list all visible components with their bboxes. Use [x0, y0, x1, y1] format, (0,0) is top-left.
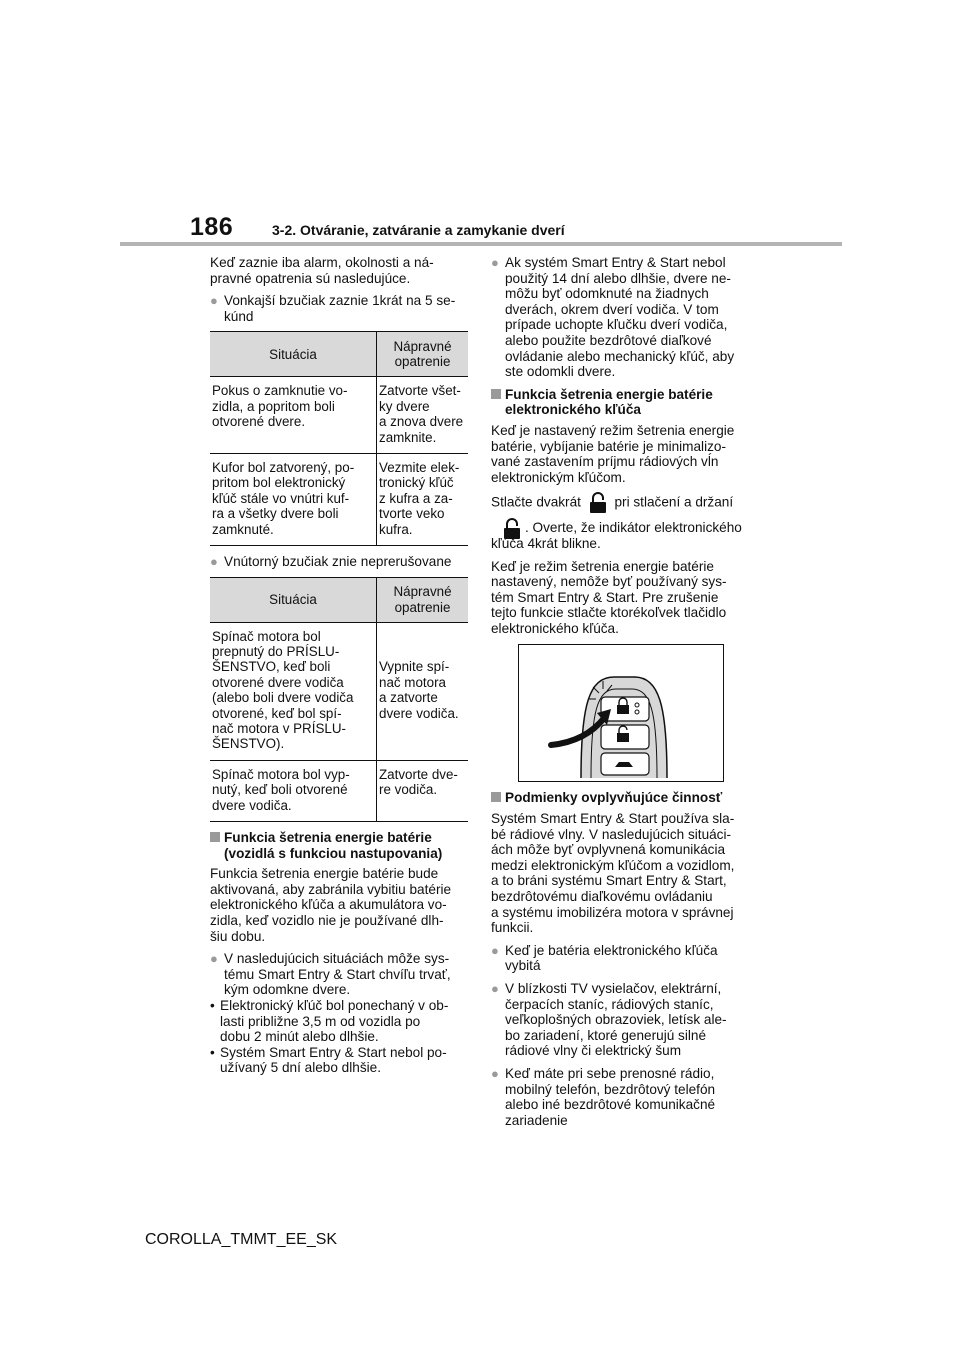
subheading: [491, 387, 759, 418]
left-column: [210, 255, 468, 1076]
dot-marker: •: [210, 1044, 215, 1060]
lock-icon: [589, 492, 607, 514]
circle-bullet-icon: ●: [491, 1065, 499, 1081]
circle-bullet-icon: ●: [210, 293, 218, 309]
instruction-text: pri stlačení a držaní: [614, 494, 734, 510]
circle-bullet-icon: ●: [210, 951, 218, 967]
table-cell-situation: Pokus o zamknutie vo- zidla, a popritom boli otvorené dvere.: [210, 377, 377, 454]
instruction-text: . Overte, že indikátor elektronického kľúča 4krát blikne.: [491, 520, 742, 551]
instruction-text: Stlačte dvakrát: [491, 494, 581, 510]
bullet-text: Keď je batéria elektronického kľúča vybitá: [505, 942, 718, 974]
subheading: [491, 790, 759, 806]
header-rule: [120, 242, 842, 246]
dash-text: Elektronický kľúč bol ponechaný v ob- lasti približne 3,5 m od vozidla po dobu 2 minút alebo dlhšie.: [220, 998, 449, 1045]
keyfob-illustration: [518, 644, 724, 782]
dot-marker: •: [210, 998, 215, 1014]
paragraph: Systém Smart Entry & Start používa sla- bé rádiové vlny. V nasledujúcich situáci- ách môže byť ovplyvnená komunikácia medzi elektronickým kľúčom a vozidlom, a to bráni systému Smart Entry & Start, bezdrôtovému diaľkovému ovládaniu a systému imobilizéra motora v správnej funkcii.: [491, 811, 735, 936]
table-cell-remedy: Zatvorte všet- ky dvere a znova dvere zamknite.: [377, 377, 469, 454]
bullet-item: [491, 943, 759, 974]
paragraph: Funkcia šetrenia energie batérie bude aktivovaná, aby zabránila vybitiu batérie elektronického kľúča a akumulátora vo- zidla, keď vozidlo nie je používané dlh- šiu dobu.: [210, 866, 452, 944]
subheading-text: Funkcia šetrenia energie batérie (vozidlá s funkciou nastupovania): [224, 830, 443, 861]
bullet-item: [491, 981, 759, 1059]
table-cell-situation: Spínač motora bol vyp- nutý, keď boli otvorené dvere vodiča.: [210, 760, 377, 821]
dash-item: [210, 998, 468, 1045]
table-header-row: [210, 332, 468, 377]
bullet-text: V blízkosti TV vysielačov, elektrární, čerpacích staníc, rádiových staníc, veľkoplošných obrazoviek, letísk ale- bo zariadení, ktoré generujú silné rádiové vlny či elektrický šum: [505, 981, 727, 1059]
footer-doc-id: COROLLA_TMMT_EE_SK: [145, 1231, 338, 1248]
bullet-text: V nasledujúcich situáciách môže sys- tému Smart Entry & Start chvíľu trvať, kým odomkne dvere.: [224, 951, 451, 998]
dash-item: [210, 1045, 468, 1076]
section-title: 3-2. Otváranie, zatváranie a zamykanie dverí: [272, 222, 565, 238]
bullet-item: [491, 255, 759, 380]
table-header-situation: Situácia: [210, 332, 377, 377]
bullet-item: [210, 554, 468, 570]
dash-text: Systém Smart Entry & Start nebol po- užívaný 5 dní alebo dlhšie.: [220, 1044, 447, 1076]
table-cell-remedy: Zatvorte dve- re vodiča.: [377, 760, 469, 821]
right-column: [491, 255, 759, 1135]
square-bullet-icon: [491, 389, 501, 399]
table-external-buzzer: [210, 331, 468, 546]
circle-bullet-icon: ●: [491, 255, 499, 270]
table-cell-situation: Spínač motora bol prepnutý do PRÍSLU- ŠENSTVO, keď boli otvorené dvere vodiča (alebo boli dvere vodiča otvorené, keď bol spí- nač motora v PRÍSLU- ŠENSTVO).: [210, 622, 377, 760]
table-header-remedy: Nápravné opatrenie: [377, 577, 469, 622]
square-bullet-icon: [210, 832, 220, 842]
page-number: 186: [190, 213, 234, 241]
square-bullet-icon: [491, 792, 501, 802]
table-header-situation: Situácia: [210, 577, 377, 622]
subheading-text: Podmienky ovplyvňujúce činnosť: [505, 790, 723, 806]
intro-paragraph: Keď zaznie iba alarm, okolnosti a ná- pravné opatrenia sú nasledujúce.: [210, 255, 434, 286]
table-row: [210, 760, 468, 821]
subheading-text: Funkcia šetrenia energie batérie elektronického kľúča: [505, 386, 713, 418]
table-header-remedy: Nápravné opatrenie: [377, 332, 469, 377]
circle-bullet-icon: ●: [491, 942, 499, 958]
bullet-text: Keď máte pri sebe prenosné rádio, mobilný telefón, bezdrôtový telefón alebo iné bezdrôtové komunikačné zariadenie: [505, 1065, 716, 1128]
bullet-text: Vnútorný bzučiak znie neprerušovane: [224, 554, 452, 570]
bullet-item: [210, 293, 468, 324]
table-cell-situation: Kufor bol zatvorený, po- pritom bol elektronický kľúč stále vo vnútri kuf- ra a všetky dvere boli zamknuté.: [210, 454, 377, 546]
subheading: [210, 830, 468, 861]
paragraph: Keď je režim šetrenia energie batérie nastavený, nemôže byť používaný sys- tém Smart Entry & Start. Pre zrušenie tejto funkcie stlačte ktorékoľvek tlačidlo elektronického kľúča.: [491, 558, 727, 636]
bullet-text: Vonkajší bzučiak zaznie 1krát na 5 se- kúnd: [224, 293, 456, 324]
table-internal-buzzer: [210, 577, 468, 822]
bullet-item: [491, 1066, 759, 1128]
paragraph: Keď je nastavený režim šetrenia energie batérie, vybíjanie batérie je minimalizo- vané zastavením príjmu rádiových vĺn elektronickým kľúčom.: [491, 422, 735, 485]
bullet-text: Ak systém Smart Entry & Start nebol použitý 14 dní alebo dlhšie, dvere ne- môžu byť odomknuté na žiadnych dverách, okrem dverí vodiča. V tom prípade uchopte kľučku dverí vodiča, alebo použite bezdrôtové diaľkové ovládanie alebo mechanický kľúč, aby ste odomkli dvere.: [505, 255, 735, 380]
circle-bullet-icon: ●: [491, 981, 499, 996]
table-row: [210, 454, 468, 546]
circle-bullet-icon: ●: [210, 554, 218, 570]
instruction-line: [491, 492, 759, 514]
table-cell-remedy: Vezmite elek- tronický kľúč z kufra a za- tvorte veko kufra.: [377, 454, 469, 546]
table-row: [210, 622, 468, 760]
table-row: [210, 377, 468, 454]
table-header-row: [210, 577, 468, 622]
bullet-item: [210, 951, 468, 998]
table-cell-remedy: Vypnite spí- nač motora a zatvorte dvere vodiča.: [377, 622, 469, 760]
